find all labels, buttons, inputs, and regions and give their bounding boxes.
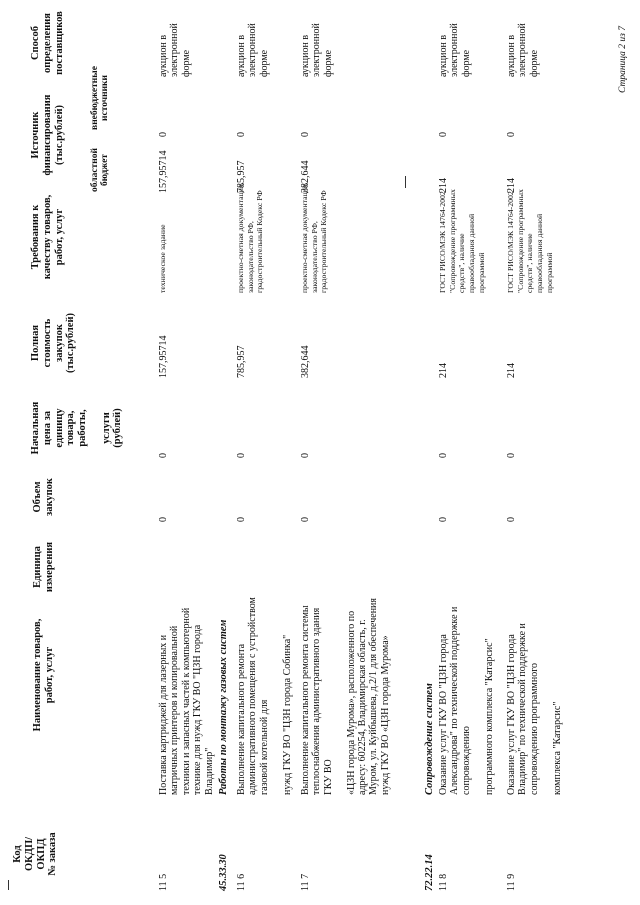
- scan-mark: [8, 880, 9, 890]
- row-regional: 157,95714: [158, 150, 169, 193]
- header-start-price: Начальная цена за единицу товара, работы, услуги (рублей): [30, 401, 124, 455]
- row-price: 0: [506, 453, 517, 458]
- row-regional: 214: [506, 178, 517, 193]
- section-code: 72.22.14: [424, 854, 435, 891]
- row-price: 0: [236, 453, 247, 458]
- header-funding-regional: областной бюджет: [90, 148, 111, 192]
- header-requirements: Требования к качеству товаров, работ, услуг: [30, 194, 65, 280]
- header-full-cost: Полная стоимость закупок (тыс.рублей): [30, 312, 77, 374]
- row-extra: 0: [236, 132, 247, 137]
- page-number: Страница 2 из 7: [618, 26, 628, 93]
- row-requirements: ГОСТ РИСО/МЭК 14764-2002 "Сопровождение программных средств", наличие правообладания данной программой: [438, 189, 486, 293]
- scan-mark: [405, 176, 406, 188]
- header-method: Способ определения поставщиков: [30, 11, 65, 75]
- row-price: 0: [438, 453, 449, 458]
- row-code: 11 5: [158, 873, 169, 891]
- section-code: 45.33.30: [218, 854, 229, 891]
- row-full-cost: 214: [506, 363, 517, 378]
- section-name: Сопровождение систем: [424, 683, 435, 795]
- row-requirements: проектно-сметная документация, законодательство РФ, градостроительный Кодекс РФ: [236, 182, 265, 293]
- row-method: аукцион в электронной форме: [236, 23, 270, 77]
- row-name: Выполнение капитального ремонта административного помещения с устройством газовой котельной для нужд ГКУ ВО "ЦЗН города Собинка": [236, 597, 293, 795]
- row-code: 11 9: [506, 873, 517, 891]
- row-requirements: техническое задание: [158, 224, 167, 293]
- row-full-cost: 382,644: [300, 345, 311, 378]
- row-regional: 382,644: [300, 160, 311, 193]
- row-regional: 214: [438, 178, 449, 193]
- row-full-cost: 157,95714: [158, 335, 169, 378]
- row-price: 0: [300, 453, 311, 458]
- header-funding: Источник финансирования (тыс.рублей): [30, 94, 65, 176]
- row-method: аукцион в электронной форме: [300, 23, 334, 77]
- header-code: Код ОКДП/ ОКПД № заказа: [12, 832, 59, 876]
- row-volume: 0: [438, 517, 449, 522]
- header-name: Наименование товаров, работ, услуг: [32, 618, 55, 732]
- row-volume: 0: [236, 517, 247, 522]
- row-requirements: проектно-сметная документация, законодательство РФ, градостроительный Кодекс РФ: [300, 182, 329, 293]
- header-funding-extra: внебюджетные источники: [90, 66, 111, 130]
- header-volume: Объем закупок: [32, 478, 55, 516]
- row-name: Поставка картриджей для лазерных и матричных принтеров и копировальной техники и запасных частей к компьютерной технике для нужд ГКУ ВО "ЦЗН города Владимир": [158, 607, 215, 795]
- row-full-cost: 214: [438, 363, 449, 378]
- row-full-cost: 785,957: [236, 345, 247, 378]
- section-name: Работы по монтажу газовых систем: [218, 619, 229, 795]
- header-unit: Единица измерения: [32, 541, 55, 593]
- row-extra: 0: [158, 132, 169, 137]
- row-requirements: ГОСТ РИСО/МЭК 14764-2002 "Сопровождение программных средств", наличие правообладания данной программой: [506, 189, 554, 293]
- row-method: аукцион в электронной форме: [438, 23, 472, 77]
- row-method: аукцион в электронной форме: [506, 23, 540, 77]
- row-code: 11 8: [438, 873, 449, 891]
- row-extra: 0: [506, 132, 517, 137]
- row-name: Выполнение капитального ремонта системы теплоснабжения административного здания ГКУ ВО «ЦЗН города Мурома», расположенного по адресу: 602254, Владимирская область, г. Муром, ул. Куйбышева, д.2/1 для обеспечения нужд ГКУ ВО «ЦЗН города Мурома»: [300, 597, 391, 795]
- row-price: 0: [158, 453, 169, 458]
- row-volume: 0: [300, 517, 311, 522]
- row-extra: 0: [438, 132, 449, 137]
- row-name: Оказание услуг ГКУ ВО "ЦЗН города Владимир" по технической поддержке и сопровождению программного комплекса "Катарсис": [506, 623, 563, 795]
- row-name: Оказание услуг ГКУ ВО "ЦЗН города Александрова" по технической поддержке и сопровождению программного комплекса "Катарсис": [438, 606, 495, 795]
- row-code: 11 7: [300, 873, 311, 891]
- row-volume: 0: [506, 517, 517, 522]
- row-extra: 0: [300, 132, 311, 137]
- row-code: 11 6: [236, 873, 247, 891]
- row-volume: 0: [158, 517, 169, 522]
- row-method: аукцион в электронной форме: [158, 23, 192, 77]
- row-regional: 785,957: [236, 160, 247, 193]
